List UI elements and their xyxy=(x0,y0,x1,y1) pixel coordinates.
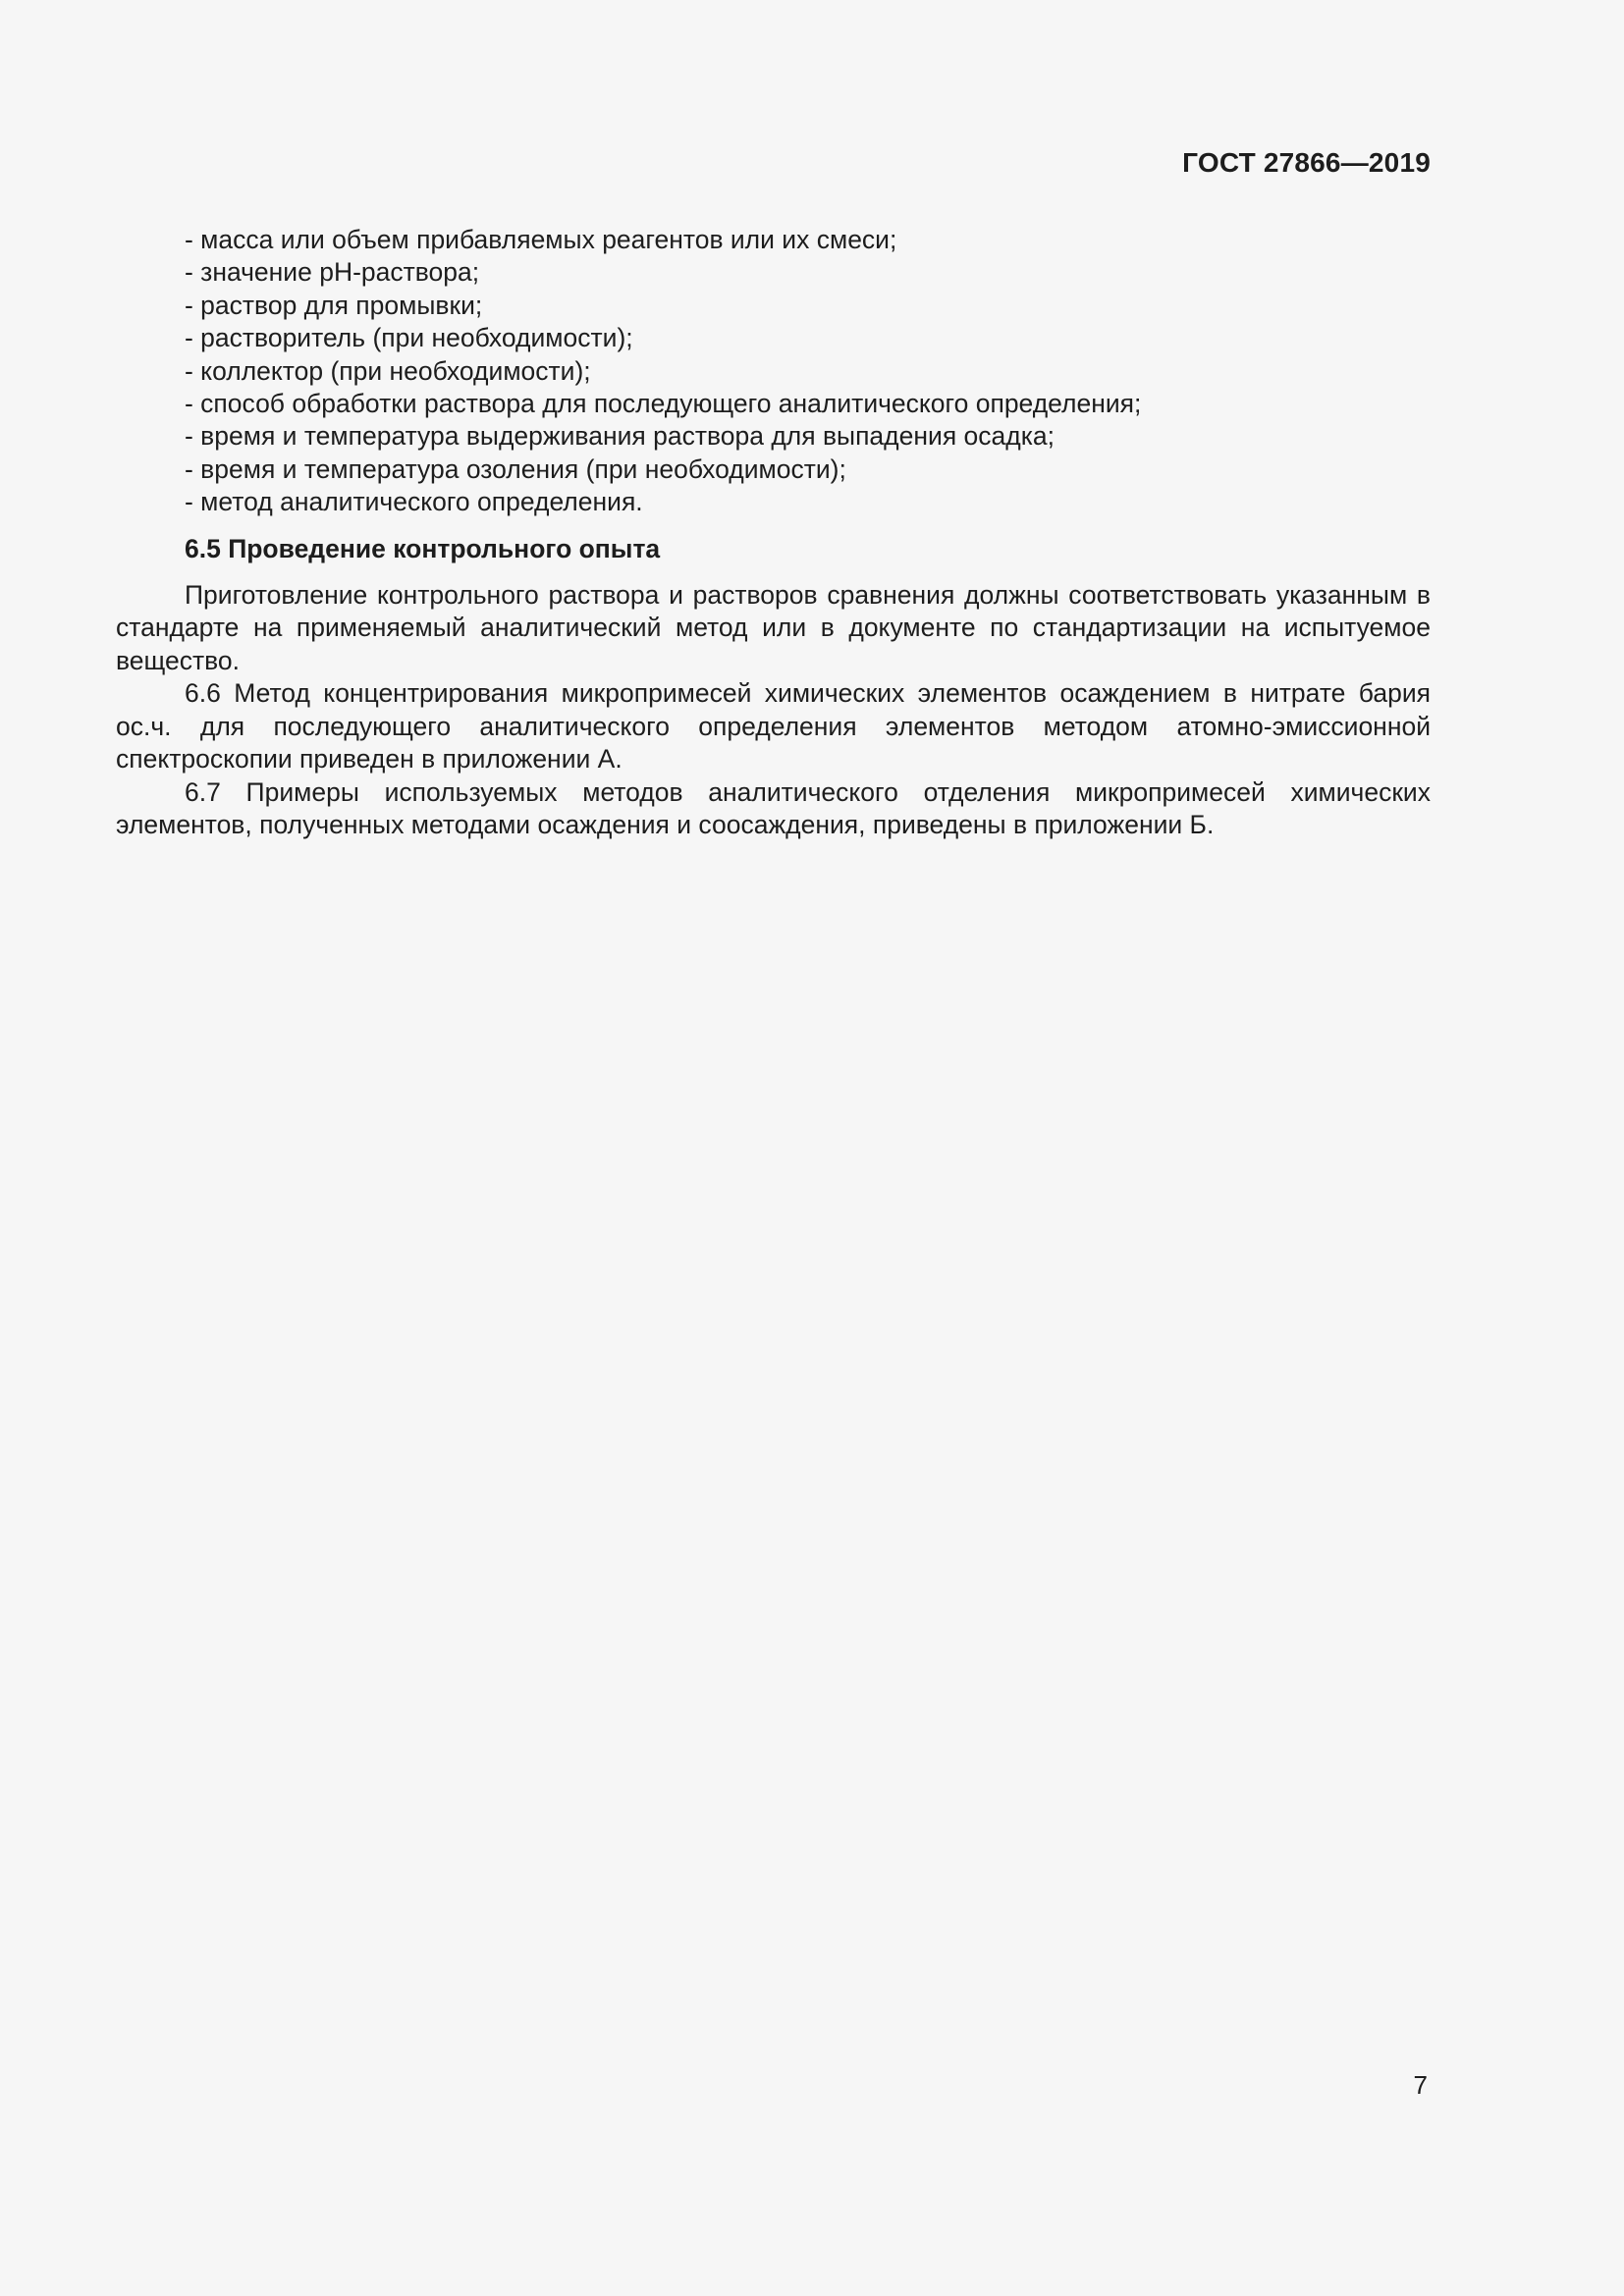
list-item: - растворитель (при необходимости); xyxy=(185,323,633,353)
list-item: - коллектор (при необходимости); xyxy=(185,355,591,386)
list-item: - масса или объем прибавляемых реагентов или их смеси; xyxy=(185,225,897,254)
parameters-list xyxy=(116,224,1431,519)
list-item: - способ обработки раствора для последующего аналитического определения; xyxy=(185,389,1142,419)
section-6-5-title: 6.5 Проведение контрольного опыта xyxy=(185,533,661,563)
page-number: 7 xyxy=(1413,2070,1428,2100)
list-item: - раствор для промывки; xyxy=(185,290,483,320)
document-body xyxy=(116,224,1431,841)
list-item: - время и температура озоления (при необходимости); xyxy=(185,454,846,484)
section-6-6-paragraph: 6.6 Метод концентрирования микропримесей химических элементов осаждением в нитрате бария ос.ч. для последующего аналитического определения элементов методом атомно-эмиссионной спектроскопии приведен в приложении А. xyxy=(116,678,1431,774)
section-6-5-paragraph: Приготовление контрольного раствора и растворов сравнения должны соответствовать указанным в стандарте на применяемый аналитический метод или в документе по стандартизации на испытуемое вещество. xyxy=(116,580,1431,675)
section-6-7-paragraph: 6.7 Примеры используемых методов аналитического отделения микропримесей химических элементов, полученных методами осаждения и соосаждения, приведены в приложении Б. xyxy=(116,776,1431,839)
document-header: ГОСТ 27866—2019 xyxy=(1182,147,1431,178)
list-item: - время и температура выдерживания раствора для выпадения осадка; xyxy=(185,421,1055,452)
list-item: - метод аналитического определения. xyxy=(185,487,643,517)
list-item: - значение рН-раствора; xyxy=(185,257,480,288)
